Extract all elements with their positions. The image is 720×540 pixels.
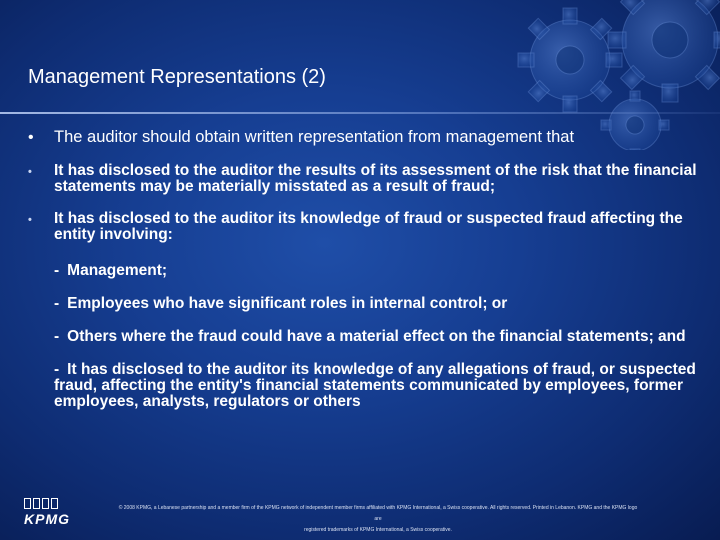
- dash-marker: -: [54, 295, 60, 312]
- dash-marker: -: [54, 262, 60, 279]
- sub-bullet-text: It has disclosed to the auditor its knowledge of fraud or suspected fraud affecting the entity involving:: [54, 210, 683, 243]
- dash-item: [28, 329, 698, 345]
- sub-bullet: [28, 211, 698, 243]
- dash-item: [28, 362, 698, 410]
- dash-marker: -: [54, 328, 60, 345]
- dash-item-text: It has disclosed to the auditor its knowledge of any allegations of fraud, or suspected fraud, affecting the entity's financial statements communicated by employees, former employees, analysts, regulators or others: [54, 361, 696, 410]
- slide-body: [28, 128, 698, 427]
- logo-text: KPMG: [24, 511, 70, 527]
- legal-footnote: [118, 503, 638, 536]
- dash-item-text: Others where the fraud could have a material effect on the financial statements; and: [67, 328, 686, 345]
- kpmg-logo: [24, 498, 74, 528]
- main-bullet: [28, 128, 698, 147]
- bullet-icon: •: [28, 214, 32, 226]
- dash-marker: -: [54, 361, 60, 378]
- legal-line-1: © 2008 KPMG, a Lebanese partnership and a member firm of the KPMG network of independent member firms affiliated with KPMG International, a Swiss cooperative. All rights reserved. Printed in Lebanon. KPMG and the KPMG logo are: [118, 505, 638, 522]
- bullet-icon: •: [28, 166, 32, 178]
- slide-title: Management Representations (2): [28, 66, 326, 88]
- dash-item-text: Management;: [67, 262, 168, 279]
- dash-item-text: Employees who have significant roles in internal control; or: [67, 295, 508, 312]
- sub-bullet: [28, 163, 698, 195]
- title-divider: [0, 112, 720, 114]
- main-bullet-text: The auditor should obtain written representation from management that: [54, 128, 575, 146]
- sub-bullet-text: It has disclosed to the auditor the results of its assessment of the risk that the financial statements may be materially misstated as a result of fraud;: [54, 162, 697, 195]
- legal-line-2: registered trademarks of KPMG International, a Swiss cooperative.: [304, 527, 452, 533]
- bullet-icon: •: [28, 129, 34, 146]
- dash-item: [28, 296, 698, 312]
- dash-item: [28, 263, 698, 279]
- logo-bars: [24, 498, 74, 509]
